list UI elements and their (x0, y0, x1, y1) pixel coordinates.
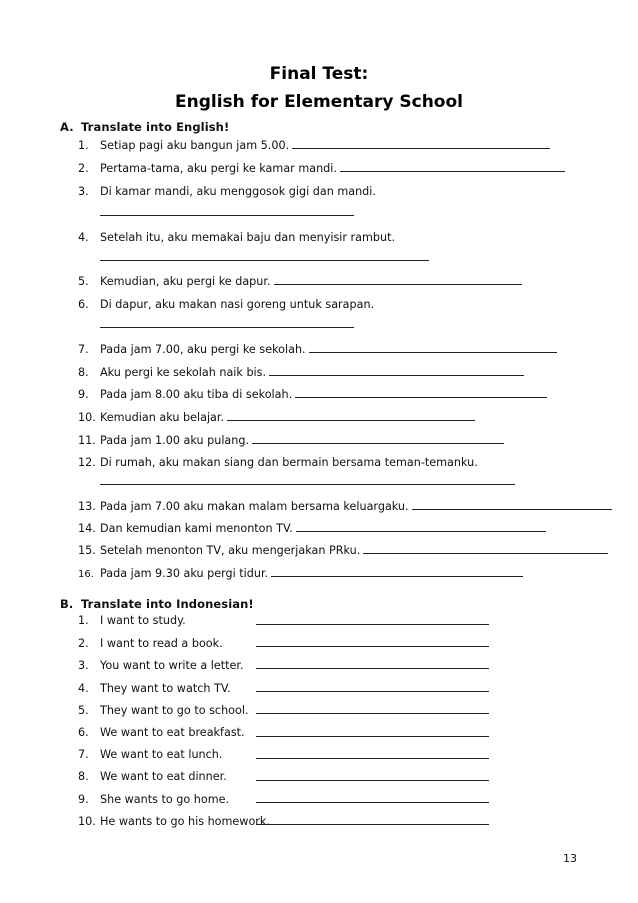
question-number: 5. (78, 704, 89, 717)
answer-line-b-7[interactable] (256, 758, 489, 759)
question-a-14 (78, 520, 580, 538)
answer-line-a-3[interactable] (100, 215, 354, 217)
question-number: 4. (78, 231, 89, 244)
answer-line[interactable] (227, 409, 475, 421)
answer-line[interactable] (295, 386, 547, 398)
question-text: Di dapur, aku makan nasi goreng untuk sarapan. (100, 298, 375, 311)
answer-line-b-9[interactable] (256, 802, 489, 803)
answer-line-b-2[interactable] (256, 646, 489, 647)
question-text: I want to read a book. (100, 637, 223, 650)
question-b-3 (78, 657, 244, 675)
answer-line-a-12[interactable] (100, 484, 515, 486)
question-text: I want to study. (100, 614, 186, 627)
section-a-title: Translate into English! (81, 120, 230, 134)
question-text: Setelah menonton TV, aku mengerjakan PRku. (100, 544, 361, 557)
answer-line-a-4[interactable] (100, 260, 429, 262)
question-a-12 (78, 454, 580, 472)
answer-line[interactable] (412, 498, 612, 510)
question-b-4 (78, 680, 231, 698)
answer-line-b-1[interactable] (256, 624, 489, 625)
question-text: Kemudian aku belajar. (100, 411, 225, 424)
title-line-1: Final Test: (269, 64, 369, 84)
question-a-9 (78, 386, 580, 404)
question-a-7 (78, 341, 580, 359)
answer-line[interactable] (363, 542, 608, 554)
answer-line-b-4[interactable] (256, 691, 489, 692)
question-number: 9. (78, 793, 89, 806)
question-a-6 (78, 296, 580, 314)
question-text: You want to write a letter. (100, 659, 244, 672)
question-a-15 (78, 542, 580, 560)
question-number: 12. (78, 456, 96, 469)
question-b-5 (78, 702, 249, 720)
question-a-13 (78, 498, 580, 516)
question-text: We want to eat dinner. (100, 770, 227, 783)
section-b-letter: B. (60, 597, 74, 611)
question-text: Pada jam 7.00 aku makan malam bersama keluargaku. (100, 500, 409, 513)
question-text: Kemudian, aku pergi ke dapur. (100, 275, 271, 288)
question-a-1 (78, 137, 580, 155)
question-number: 3. (78, 185, 89, 198)
question-b-9 (78, 791, 229, 809)
answer-line[interactable] (292, 137, 550, 149)
question-a-11 (78, 432, 580, 450)
answer-line-b-8[interactable] (256, 780, 489, 781)
answer-line-b-6[interactable] (256, 736, 489, 737)
question-a-10 (78, 409, 580, 427)
question-number: 1. (78, 139, 89, 152)
question-a-2 (78, 160, 580, 178)
question-number: 13. (78, 500, 96, 513)
question-number: 8. (78, 366, 89, 379)
section-a-heading (60, 120, 229, 134)
question-number: 7. (78, 343, 89, 356)
question-text: Di kamar mandi, aku menggosok gigi dan mandi. (100, 185, 376, 198)
question-text: Di rumah, aku makan siang dan bermain bersama teman-temanku. (100, 456, 478, 469)
question-b-10 (78, 813, 270, 831)
question-text: Pada jam 1.00 aku pulang. (100, 434, 250, 447)
question-text: Setelah itu, aku memakai baju dan menyisir rambut. (100, 231, 396, 244)
question-number: 3. (78, 659, 89, 672)
answer-line-b-5[interactable] (256, 713, 489, 714)
question-text: Pertama-tama, aku pergi ke kamar mandi. (100, 162, 337, 175)
question-text: Setiap pagi aku bangun jam 5.00. (100, 139, 290, 152)
question-number: 14. (78, 522, 96, 535)
question-b-2 (78, 635, 223, 653)
question-b-8 (78, 768, 227, 786)
question-number: 2. (78, 162, 89, 175)
question-b-7 (78, 746, 222, 764)
answer-line[interactable] (252, 432, 504, 444)
answer-line[interactable] (271, 565, 523, 577)
question-number: 15. (78, 544, 96, 557)
question-a-8 (78, 364, 580, 382)
answer-line-b-10[interactable] (256, 824, 489, 825)
question-number: 8. (78, 770, 89, 783)
question-number: 16. (78, 569, 94, 580)
question-text: Aku pergi ke sekolah naik bis. (100, 366, 267, 379)
question-text: Pada jam 8.00 aku tiba di sekolah. (100, 388, 293, 401)
question-text: She wants to go home. (100, 793, 230, 806)
question-text: Dan kemudian kami menonton TV. (100, 522, 293, 535)
question-text: Pada jam 9.30 aku pergi tidur. (100, 567, 269, 580)
page-number: 13 (563, 852, 577, 865)
title-line-2: English for Elementary School (175, 92, 463, 112)
question-a-4 (78, 229, 580, 247)
question-b-6 (78, 724, 245, 742)
answer-line[interactable] (340, 160, 565, 172)
question-number: 11. (78, 434, 96, 447)
question-a-16 (78, 565, 580, 583)
question-number: 5. (78, 275, 89, 288)
question-number: 1. (78, 614, 89, 627)
question-text: We want to eat lunch. (100, 748, 223, 761)
answer-line[interactable] (296, 520, 546, 532)
question-number: 6. (78, 298, 89, 311)
question-text: Pada jam 7.00, aku pergi ke sekolah. (100, 343, 306, 356)
section-b-title: Translate into Indonesian! (81, 597, 254, 611)
section-a-letter: A. (60, 120, 74, 134)
answer-line-a-6[interactable] (100, 327, 354, 329)
question-number: 6. (78, 726, 89, 739)
question-number: 10. (78, 815, 96, 828)
question-text: We want to eat breakfast. (100, 726, 245, 739)
answer-line[interactable] (269, 364, 524, 376)
section-b-heading (60, 597, 254, 611)
question-a-3 (78, 183, 580, 201)
question-number: 9. (78, 388, 89, 401)
answer-line[interactable] (274, 273, 522, 285)
question-text: They want to go to school. (100, 704, 249, 717)
question-text: He wants to go his homework. (100, 815, 270, 828)
question-number: 7. (78, 748, 89, 761)
question-number: 2. (78, 637, 89, 650)
question-text: They want to watch TV. (100, 682, 231, 695)
answer-line-b-3[interactable] (256, 668, 489, 669)
question-number: 10. (78, 411, 96, 424)
question-number: 4. (78, 682, 89, 695)
answer-line[interactable] (309, 341, 557, 353)
question-a-5 (78, 273, 580, 291)
question-b-1 (78, 612, 186, 630)
